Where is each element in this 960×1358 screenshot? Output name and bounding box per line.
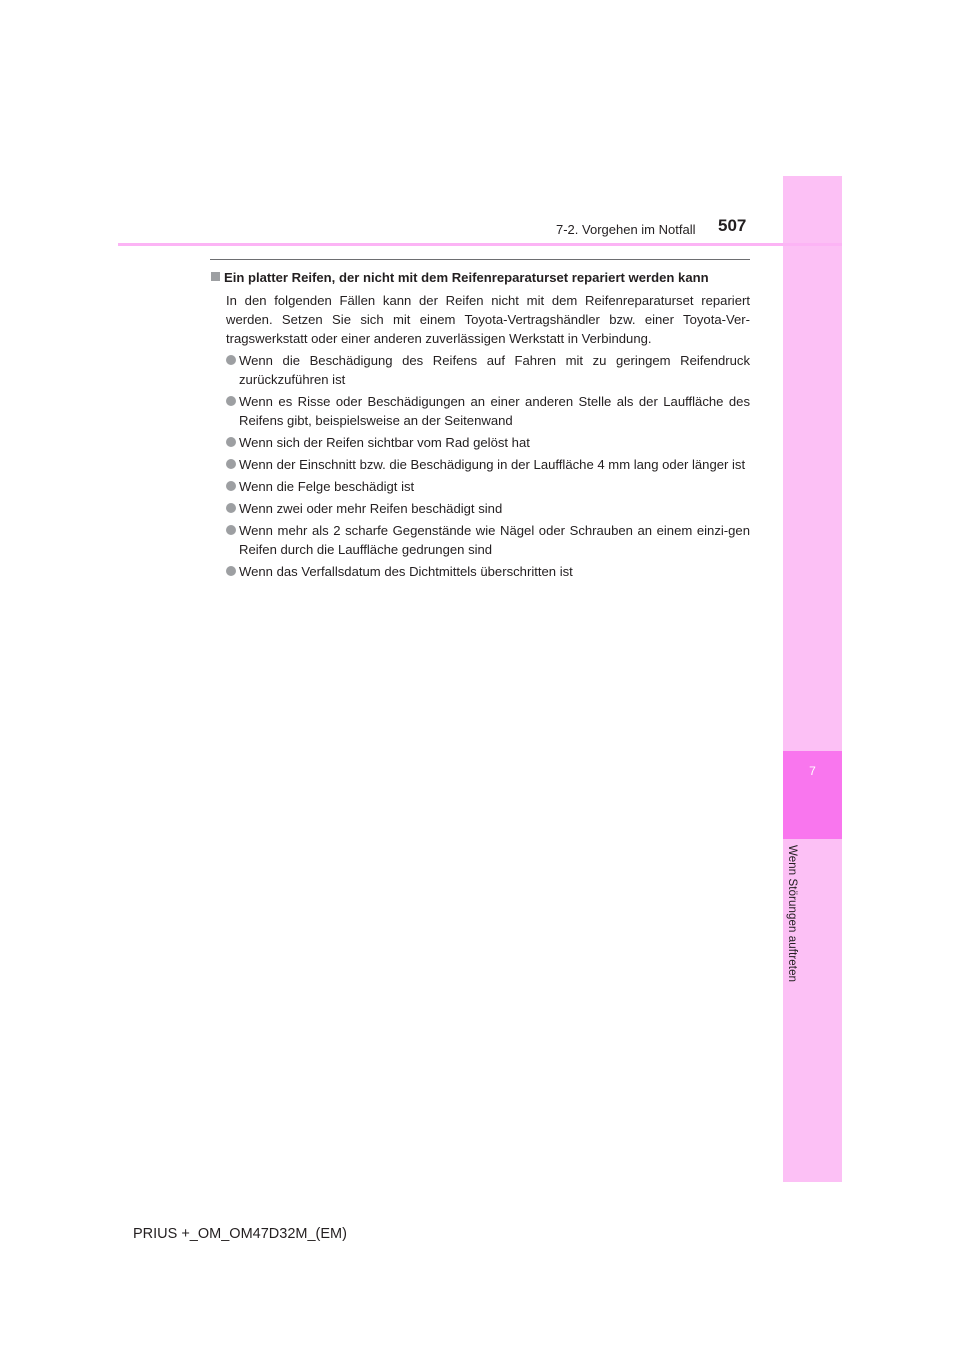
list-item-text: Wenn die Beschädigung des Reifens auf Fahren mit zu geringem Reifendruck zurückzuführen ist — [239, 353, 750, 387]
circle-bullet-icon — [226, 481, 236, 491]
main-content — [210, 268, 750, 584]
list-item-text: Wenn der Einschnitt bzw. die Beschädigung in der Lauffläche 4 mm lang oder länger ist — [239, 457, 746, 472]
list-item-text: Wenn es Risse oder Beschädigungen an einer anderen Stelle als der Lauffläche des Reifens gibt, beispielsweise an der Seitenwand — [239, 394, 750, 428]
chapter-number: 7 — [809, 764, 816, 778]
circle-bullet-icon — [226, 525, 236, 535]
list-item — [226, 562, 750, 581]
list-item — [226, 433, 750, 452]
circle-bullet-icon — [226, 355, 236, 365]
chapter-side-band — [783, 176, 842, 1182]
section-heading-text: Ein platter Reifen, der nicht mit dem Reifenreparaturset repariert werden kann — [224, 270, 709, 285]
circle-bullet-icon — [226, 396, 236, 406]
document-code: PRIUS +_OM_OM47D32M_(EM) — [133, 1226, 347, 1242]
list-item — [226, 521, 750, 559]
list-item — [226, 392, 750, 430]
page-number: 507 — [718, 216, 747, 235]
circle-bullet-icon — [226, 566, 236, 576]
header-section-title: 7-2. Vorgehen im Notfall — [556, 222, 696, 237]
list-item — [226, 477, 750, 496]
content-divider — [210, 259, 750, 260]
header-rule — [118, 243, 842, 246]
circle-bullet-icon — [226, 437, 236, 447]
intro-paragraph: In den folgenden Fällen kann der Reifen nicht mit dem Reifenreparaturset repariert werden. Setzen Sie sich mit einem Toyota-Vertragshändler bzw. einer Toyota-Ver-tragswerkstatt oder einer anderen zuverlässigen Werkstatt in Verbindung. — [226, 293, 750, 346]
list-item-text: Wenn sich der Reifen sichtbar vom Rad gelöst hat — [239, 435, 530, 450]
list-item — [226, 351, 750, 389]
list-item-text: Wenn zwei oder mehr Reifen beschädigt sind — [239, 501, 503, 516]
section-heading — [210, 268, 750, 287]
square-bullet-icon — [211, 272, 220, 281]
list-item-text: Wenn das Verfallsdatum des Dichtmittels überschritten ist — [239, 564, 573, 579]
circle-bullet-icon — [226, 459, 236, 469]
list-item — [226, 455, 750, 474]
circle-bullet-icon — [226, 503, 236, 513]
chapter-title: Wenn Störungen auftreten — [786, 845, 798, 983]
list-item-text: Wenn mehr als 2 scharfe Gegenstände wie Nägel oder Schrauben an einem einzi-gen Reifen durch die Lauffläche gedrungen sind — [239, 523, 750, 557]
list-item — [226, 499, 750, 518]
list-item-text: Wenn die Felge beschädigt ist — [239, 479, 415, 494]
